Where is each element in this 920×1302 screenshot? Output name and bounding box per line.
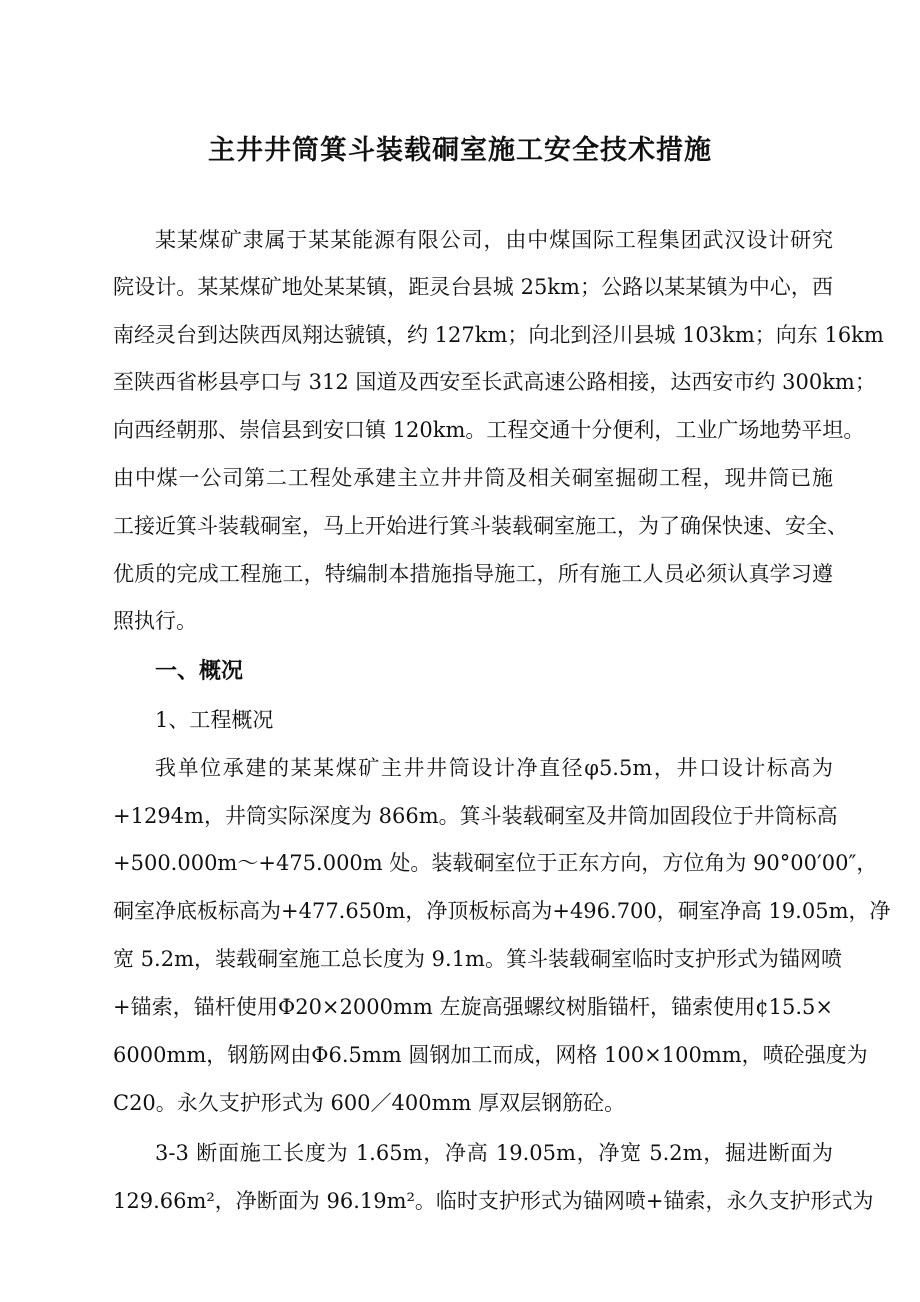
para1-line: 硐室净底板标高为+477.650m，净顶板标高为+496.700，硐室净高 19.05m，净 [113,899,891,923]
para1-line: C20。永久支护形式为 600／400mm 厚双层钢筋砼。 [113,1091,626,1115]
intro-line: 院设计。某某煤矿地处某某镇，距灵台县城 25km；公路以某某镇为中心，西 [113,275,833,299]
intro-line: 工接近箕斗装载硐室，马上开始进行箕斗装载硐室施工，为了确保快速、安全、 [113,514,848,538]
intro-line: 由中煤一公司第二工程处承建主立井井筒及相关硐室掘砌工程，现井筒已施 [113,466,833,490]
para1-line: +1294m，井筒实际深度为 866m。箕斗装载硐室及井筒加固段位于井筒标高 [113,804,838,828]
para1-line: 我单位承建的某某煤矿主井井筒设计净直径φ5.5m，井口设计标高为 [155,756,833,780]
section-heading: 一、概况 [155,659,244,684]
intro-line: 南经灵台到达陕西凤翔达虢镇，约 127km；向北到泾川县城 103km；向东 16km [113,323,884,347]
intro-line: 优质的完成工程施工，特编制本措施指导施工，所有施工人员必须认真学习遵 [113,562,833,586]
intro-line: 某某煤矿隶属于某某能源有限公司，由中煤国际工程集团武汉设计研究 [155,228,833,252]
para1-line: +锚索，锚杆使用Φ20×2000mm 左旋高强螺纹树脂锚杆，锚索使用¢15.5× [113,995,833,1019]
para1-line: +500.000m～+475.000m 处。装载硐室位于正东方向，方位角为 90°00′00″， [113,851,878,875]
intro-line: 照执行。 [113,609,197,633]
para1-line: 宽 5.2m，装载硐室施工总长度为 9.1m。箕斗装载硐室临时支护形式为锚网喷 [113,947,842,971]
document-title: 主井井筒箕斗装载硐室施工安全技术措施 [208,135,712,166]
intro-line: 向西经朝那、崇信县到安口镇 120km。工程交通十分便利，工业广场地势平坦。 [113,418,865,442]
para2-line: 3-3 断面施工长度为 1.65m，净高 19.05m，净宽 5.2m，掘进断面为 [155,1141,833,1165]
para1-line: 6000mm，钢筋网由Φ6.5mm 圆钢加工而成，网格 100×100mm，喷砼强度为 [113,1043,868,1067]
subsection-heading: 1、工程概况 [155,708,274,732]
para2-line: 129.66m²，净断面为 96.19m²。临时支护形式为锚网喷+锚索，永久支护形式为 [113,1189,874,1213]
intro-line: 至陕西省彬县亭口与 312 国道及西安至长武高速公路相接，达西安市约 300km； [113,370,876,394]
